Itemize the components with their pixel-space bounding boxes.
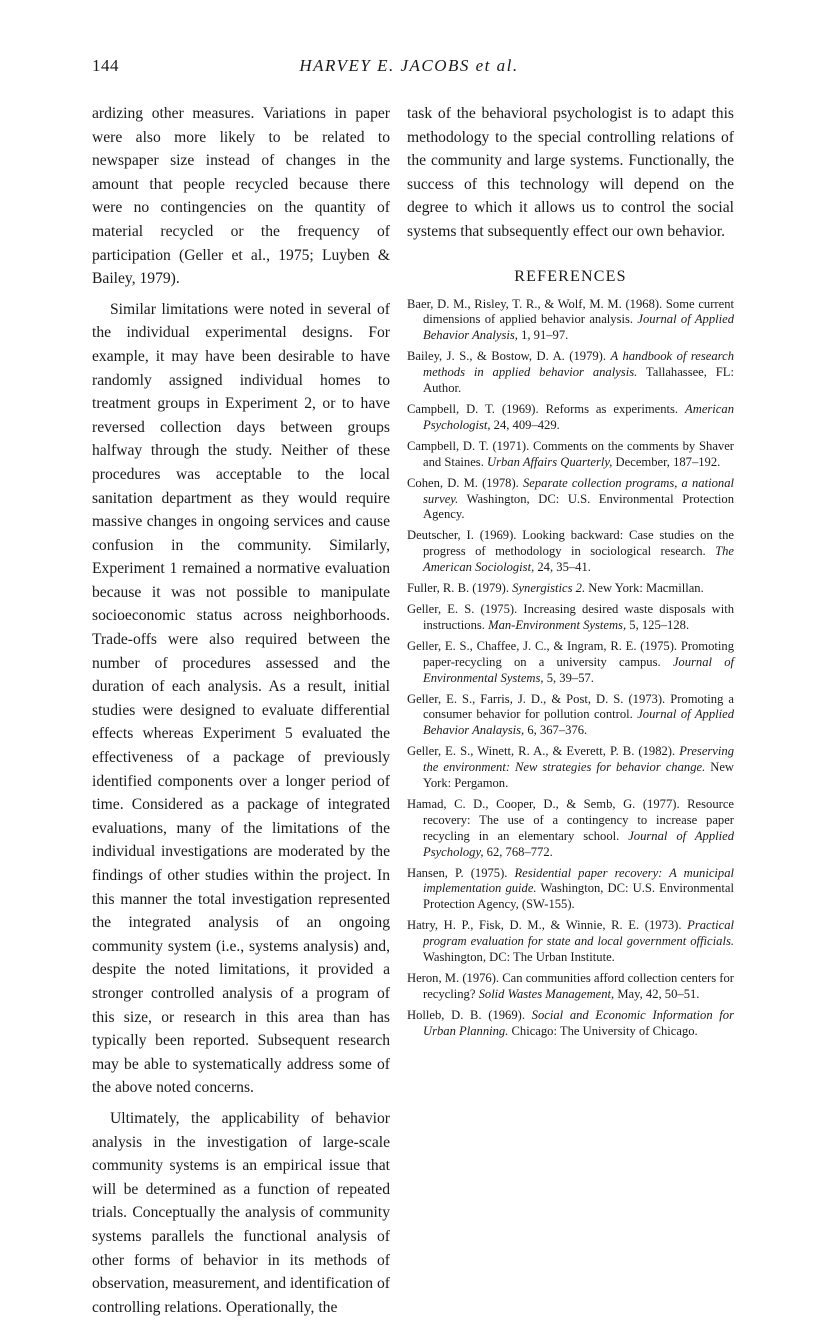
reference-item: Campbell, D. T. (1969). Reforms as experiments. American Psychologist, 24, 409–429.	[407, 402, 734, 432]
reference-item: Geller, E. S., Winett, R. A., & Everett, P. B. (1982). Preserving the environment: New strategies for behavior change. New York: Pergamon.	[407, 744, 735, 791]
running-head: HARVEY E. JACOBS et al.	[299, 56, 519, 75]
left-column	[92, 102, 390, 1326]
body-paragraph: Similar limitations were noted in several of the individual experimental designs. For example, it may have been desirable to have randomly assigned individual homes to treatment groups in Experiment 2, or to have reversed collection days between groups halfway through the study. Neither of these procedures was acceptable to the local sanitation department as they would require massive changes in ongoing services and cause confusion in the community. Similarly, Experiment 1 remained a normative evaluation because it was not possible to manipulate socioeconomic status across neighborhoods. Trade-offs were also required between the number of procedures assessed and the duration of each analysis. As a result, initial studies were designed to evaluate differential effects whereas Experiment 5 evaluated the effectiveness of a package of previously identified components over a longer period of time. Considered as a package of integrated evaluations, many of the limitations of the individual investigations are moderated by the findings of other studies within the project. In this manner the total investigation represented the integrated analysis of an ongoing community system (i.e., systems analysis) and, despite the noted limitations, it provided a stronger controlled analysis of a program of this size, or research in this area than has typically been reported. Subsequent research may be able to systematically address some of the above noted concerns.	[92, 300, 390, 1097]
reference-item: Heron, M. (1976). Can communities afford collection centers for recycling? Solid Wastes Management, May, 42, 50–51.	[407, 971, 734, 1001]
reference-item: Cohen, D. M. (1978). Separate collection programs, a national survey. Washington, DC: U.S. Environmental Protection Agency.	[407, 475, 734, 522]
reference-item: Bailey, J. S., & Bostow, D. A. (1979). A handbook of research methods in applied behavior analysis. Tallahassee, FL: Author.	[407, 349, 734, 396]
reference-item: Hamad, C. D., Cooper, D., & Semb, G. (1977). Resource recovery: The use of a contingency to increase paper recycling in an elementary school. Journal of Applied Psychology, 62, 768–772.	[407, 796, 734, 859]
reference-item: Holleb, D. B. (1969). Social and Economic Information for Urban Planning. Chicago: The University of Chicago.	[407, 1007, 734, 1038]
reference-item: Deutscher, I. (1969). Looking backward: Case studies on the progress of methodology in sociological research. The American Sociologist, 24, 35–41.	[407, 528, 734, 575]
references-heading: REFERENCES	[514, 267, 627, 285]
reference-item: Hatry, H. P., Fisk, D. M., & Winnie, R. E. (1973). Practical program evaluation for state and local government officials. Washington, DC: The Urban Institute.	[407, 918, 734, 965]
reference-list	[407, 297, 734, 1040]
right-column	[407, 102, 734, 1045]
reference-item: Geller, E. S., Farris, J. D., & Post, D. S. (1973). Promoting a consumer behavior for pollution control. Journal of Applied Behavior Analaysis, 6, 367–376.	[407, 691, 734, 738]
reference-item: Campbell, D. T. (1971). Comments on the comments by Shaver and Staines. Urban Affairs Quarterly, December, 187–192.	[407, 438, 734, 469]
reference-item: Hansen, P. (1975). Residential paper recovery: A municipal implementation guide. Washington, DC: U.S. Environmental Protection Agency, (SW-155).	[407, 865, 735, 912]
reference-item: Baer, D. M., Risley, T. R., & Wolf, M. M. (1968). Some current dimensions of applied behavior analysis. Journal of Applied Behavior Analysis, 1, 91–97.	[407, 296, 734, 343]
page-number: 144	[92, 56, 119, 75]
body-paragraph: ardizing other measures. Variations in paper were also more likely to be related to newspaper size instead of changes in the amount that people recycled because there were no contingencies on the quantity of material recycled or the frequency of participation (Geller et al., 1975; Luyben & Bailey, 1979).	[92, 105, 390, 288]
body-paragraph: Ultimately, the applicability of behavior analysis in the investigation of large-scale community systems is an empirical issue that will be determined as a function of repeated trials. Conceptually the analysis of community systems parallels the functional analysis of other forms of behavior in its methods of observation, measurement, and identification of controlling relations. Operationally, the	[92, 1109, 390, 1316]
reference-item: Geller, E. S., Chaffee, J. C., & Ingram, R. E. (1975). Promoting paper-recycling on a university campus. Journal of Environmental Systems, 5, 39–57.	[407, 638, 734, 685]
page-header	[92, 56, 726, 82]
reference-item: Fuller, R. B. (1979). Synergistics 2. New York: Macmillan.	[407, 581, 704, 596]
reference-item: Geller, E. S. (1975). Increasing desired waste disposals with instructions. Man-Environment Systems, 5, 125–128.	[407, 601, 734, 632]
body-paragraph: task of the behavioral psychologist is to adapt this methodology to the special controlling relations of the community and large systems. Functionally, the success of this technology will depend on the degree to which it allows us to control the social systems that subsequently effect our own behavior.	[407, 105, 734, 240]
